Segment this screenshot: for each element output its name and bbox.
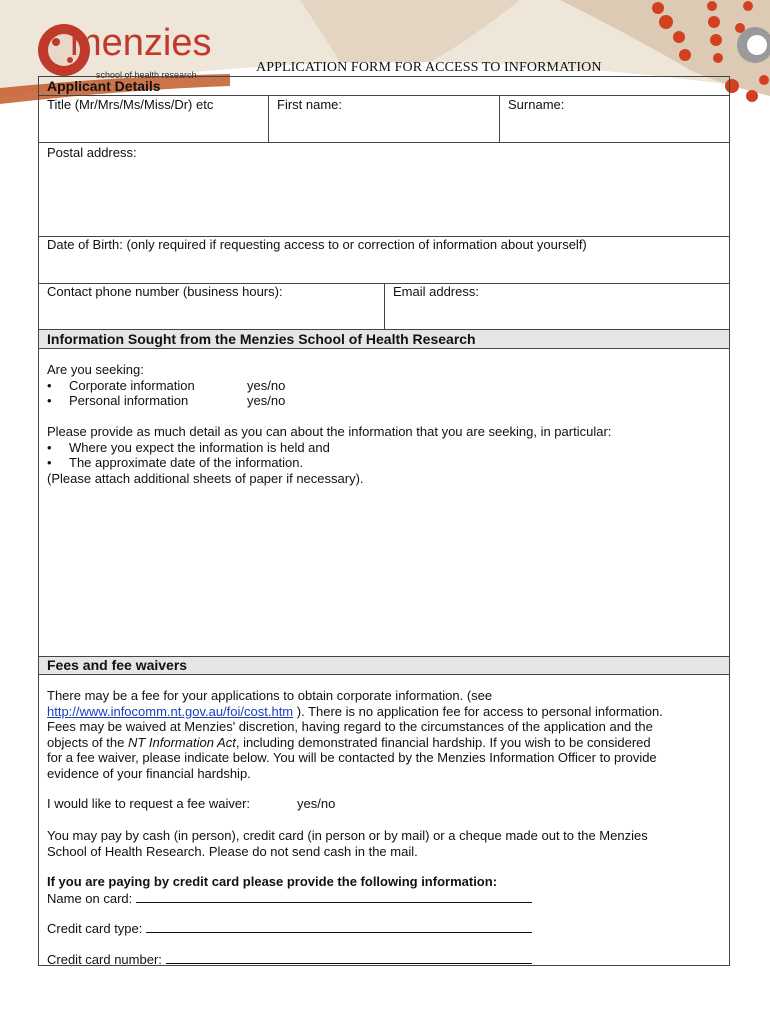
phone-label: Contact phone number (business hours): <box>47 284 283 299</box>
first-name-label: First name: <box>277 97 343 112</box>
fee-waiver-request <box>47 796 335 812</box>
credit-card-heading: If you are paying by credit card please provide the following information: <box>47 874 498 889</box>
nt-information-act: NT Information Act <box>127 734 236 750</box>
cc-name-input[interactable] <box>136 890 532 903</box>
payment-line: You may pay by cash (in person), credit card (in person or by mail) or a cheque made out to the Menzies <box>47 828 648 843</box>
fees-line: evidence of your financial hardship. <box>47 765 251 781</box>
fees-line-text: objects of the <box>47 734 128 750</box>
surname-field[interactable] <box>500 96 729 142</box>
applicant-section-header <box>39 77 729 95</box>
fees-body <box>39 675 729 965</box>
logo-wordmark: menzies <box>70 22 212 64</box>
fees-line: for a fee waiver, please indicate below. You will be contacted by the Menzies Information Officer to provide <box>47 750 657 765</box>
email-label: Email address: <box>393 284 479 299</box>
detail-intro: Please provide as much detail as you can about the information that you are seeking, in particular: <box>47 424 612 439</box>
surname-label: Surname: <box>508 97 565 112</box>
seeking-label: Are you seeking: <box>47 362 144 377</box>
logo-subtitle: school of health research <box>96 70 197 80</box>
payment-info <box>47 828 648 859</box>
date-of-birth-label: Date of Birth: (only required if requesting access to or correction of information about yourself) <box>47 237 587 252</box>
payment-line: School of Health Research. Please do not send cash in the mail. <box>47 843 418 859</box>
detail-bullet: • The approximate date of the information. <box>47 455 611 471</box>
fees-line <box>47 704 663 720</box>
fees-line <box>47 735 663 751</box>
fees-line-text: , including demonstrated financial hardship. If you wish to be considered <box>235 734 651 750</box>
option-corporate-answer[interactable]: yes/no <box>247 377 286 393</box>
applicant-section-title: Applicant Details <box>47 78 161 94</box>
option-corporate-label: Corporate information <box>69 377 195 393</box>
info-sought-body[interactable] <box>39 349 729 657</box>
first-name-field[interactable] <box>269 96 500 142</box>
cc-type-label: Credit card type: <box>47 921 143 936</box>
title-label: Title (Mr/Mrs/Ms/Miss/Dr) etc <box>47 97 214 112</box>
option-personal-answer[interactable]: yes/no <box>247 393 286 408</box>
cc-name-label: Name on card: <box>47 890 133 906</box>
name-row <box>39 95 729 143</box>
fees-line-text: ). There is no application fee for access to personal information. <box>293 703 663 719</box>
option-corporate <box>47 378 285 394</box>
detail-bullet: • Where you expect the information is held and <box>47 440 611 456</box>
fees-line: Fees may be waived at Menzies' discretion, having regard to the circumstances of the application and the <box>47 719 653 734</box>
fees-line: There may be a fee for your applications to obtain corporate information. (see <box>47 688 493 703</box>
fees-paragraph <box>47 688 663 781</box>
cc-name-row <box>47 890 532 907</box>
title-field[interactable] <box>39 96 269 142</box>
fee-waiver-label: I would like to request a fee waiver: <box>47 796 251 811</box>
postal-address-field[interactable] <box>39 143 729 237</box>
fee-waiver-answer[interactable]: yes/no <box>297 796 336 811</box>
fees-section-header <box>39 657 729 675</box>
detail-block <box>47 424 611 486</box>
application-form <box>38 76 730 966</box>
cc-type-row <box>47 920 532 937</box>
fees-section-title: Fees and fee waivers <box>47 657 188 673</box>
cc-number-label: Credit card number: <box>47 952 162 967</box>
option-personal <box>47 393 285 409</box>
postal-address-label: Postal address: <box>47 145 137 160</box>
cc-type-input[interactable] <box>146 920 532 933</box>
info-sought-section-title: Information Sought from the Menzies School of Health Research <box>47 331 476 347</box>
credit-card-block <box>47 874 532 906</box>
email-field[interactable] <box>385 284 729 329</box>
seeking-block <box>47 362 285 409</box>
option-personal-label: Personal information <box>69 393 189 408</box>
phone-field[interactable] <box>39 284 385 329</box>
cc-number-row <box>47 951 532 968</box>
page-title: APPLICATION FORM FOR ACCESS TO INFORMATION <box>256 60 602 75</box>
attach-note: (Please attach additional sheets of paper if necessary). <box>47 470 364 486</box>
date-of-birth-field[interactable] <box>39 237 729 284</box>
contact-row <box>39 284 729 330</box>
fee-cost-link[interactable]: http://www.infocomm.nt.gov.au/foi/cost.htm <box>47 703 294 719</box>
cc-number-input[interactable] <box>166 951 532 964</box>
info-sought-section-header <box>39 330 729 349</box>
